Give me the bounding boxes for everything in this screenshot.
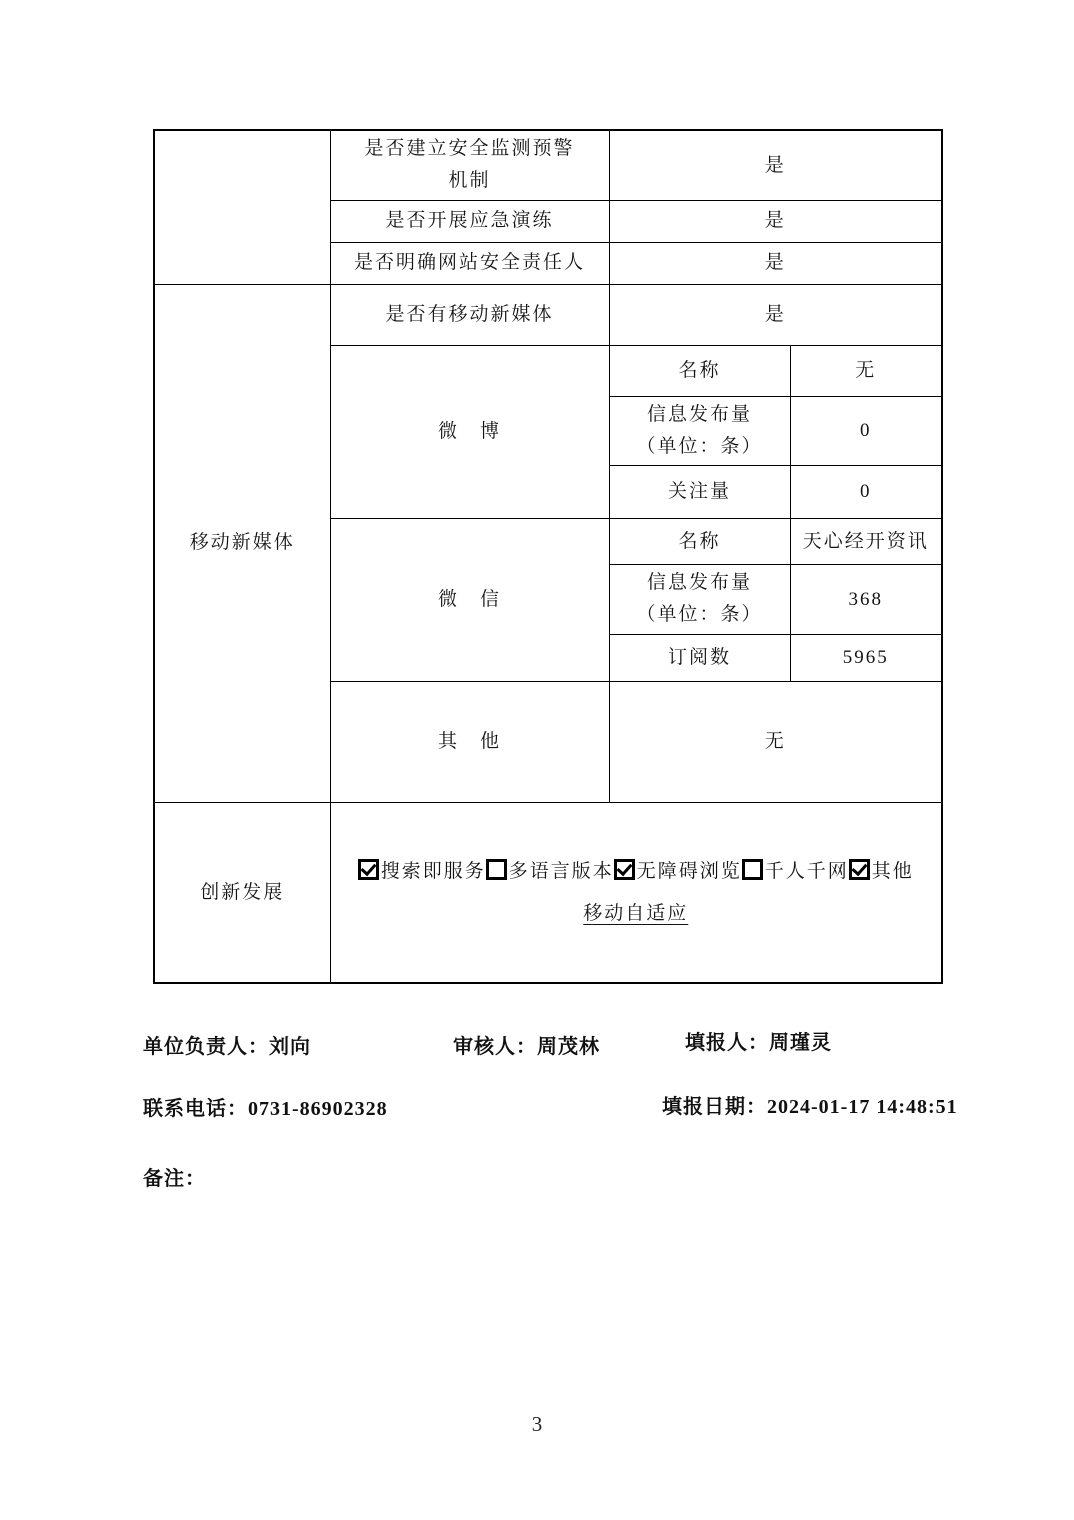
- wechat-subscribers-value: 5965: [790, 634, 942, 681]
- option-personalized: 千人千网: [764, 860, 849, 882]
- reviewer-line: [453, 1030, 600, 1059]
- wechat-posts-label: [609, 565, 790, 635]
- label-line-2: （单位：条）: [636, 604, 763, 626]
- label-line-2: 机制: [448, 170, 491, 192]
- date-label: 填报日期：: [662, 1096, 767, 1118]
- innovation-checkbox-line: [335, 851, 938, 893]
- label-line-1: 信息发布量: [646, 572, 752, 594]
- other-media-label: 其 他: [330, 681, 609, 802]
- date-value: 2024-01-17 14:48:51: [767, 1096, 958, 1118]
- wechat-name-value: 天心经开资讯: [790, 519, 942, 565]
- option-multilingual: 多语言版本: [508, 860, 614, 882]
- other-detail-text: 移动自适应: [583, 902, 689, 924]
- wechat-posts-value: 368: [790, 565, 942, 635]
- annual-report-table: [153, 129, 943, 984]
- weibo-name-value: 无: [790, 345, 942, 396]
- weibo-posts-value: 0: [790, 396, 942, 466]
- wechat-cell: 微 信: [330, 519, 609, 682]
- innovation-other-detail-line: [335, 893, 938, 935]
- label-line-2: （单位：条）: [636, 435, 763, 457]
- checkbox-other-icon: [849, 859, 870, 880]
- security-officer-value: 是: [609, 242, 942, 284]
- section-cell-empty: [154, 130, 330, 284]
- page-number: 3: [531, 1412, 543, 1436]
- unit-head-value: 刘向: [269, 1036, 311, 1058]
- label-line-1: 是否建立安全监测预警: [364, 138, 575, 159]
- has-new-media-value: 是: [609, 284, 942, 345]
- other-media-value: 无: [609, 681, 942, 802]
- section-cell-innovation: 创新发展: [154, 802, 330, 983]
- wechat-subscribers-label: 订阅数: [609, 634, 790, 681]
- weibo-cell: 微 博: [330, 345, 609, 519]
- date-line: [662, 1090, 958, 1119]
- filler-label: 填报人：: [685, 1032, 769, 1054]
- phone-line: [143, 1092, 388, 1121]
- checkbox-personalized-icon: [742, 859, 763, 880]
- filler-value: 周瑾灵: [769, 1032, 832, 1054]
- weibo-followers-label: 关注量: [609, 466, 790, 519]
- label-line-1: 信息发布量: [646, 403, 752, 425]
- filler-line: [685, 1026, 832, 1055]
- unit-head-label: 单位负责人：: [143, 1036, 269, 1058]
- checkbox-accessibility-icon: [614, 859, 635, 880]
- emergency-drill-label: 是否开展应急演练: [330, 200, 609, 242]
- phone-label: 联系电话：: [143, 1098, 248, 1120]
- section-cell-mobile-media: 移动新媒体: [154, 284, 330, 802]
- has-new-media-label: 是否有移动新媒体: [330, 284, 609, 345]
- table-row: [154, 802, 942, 983]
- reviewer-value: 周茂林: [537, 1036, 600, 1058]
- table-row: [154, 130, 942, 200]
- wechat-name-label: 名称: [609, 519, 790, 565]
- phone-value: 0731-86902328: [248, 1098, 388, 1120]
- option-accessibility: 无障碍浏览: [636, 860, 742, 882]
- weibo-name-label: 名称: [609, 345, 790, 396]
- weibo-followers-value: 0: [790, 466, 942, 519]
- option-other: 其他: [871, 860, 914, 882]
- security-officer-label: 是否明确网站安全责任人: [330, 242, 609, 284]
- remarks-label: 备注：: [143, 1168, 206, 1190]
- option-search-as-service: 搜索即服务: [380, 860, 486, 882]
- table-row: [154, 284, 942, 345]
- unit-head-line: [143, 1030, 311, 1059]
- emergency-drill-value: 是: [609, 200, 942, 242]
- reviewer-label: 审核人：: [453, 1036, 537, 1058]
- remarks-line: [143, 1162, 206, 1191]
- security-monitor-value: 是: [609, 130, 942, 200]
- security-monitor-label: [330, 130, 609, 200]
- innovation-options-cell: [330, 802, 942, 983]
- checkbox-search-as-service-icon: [358, 859, 379, 880]
- checkbox-multilingual-icon: [486, 859, 507, 880]
- weibo-posts-label: [609, 396, 790, 466]
